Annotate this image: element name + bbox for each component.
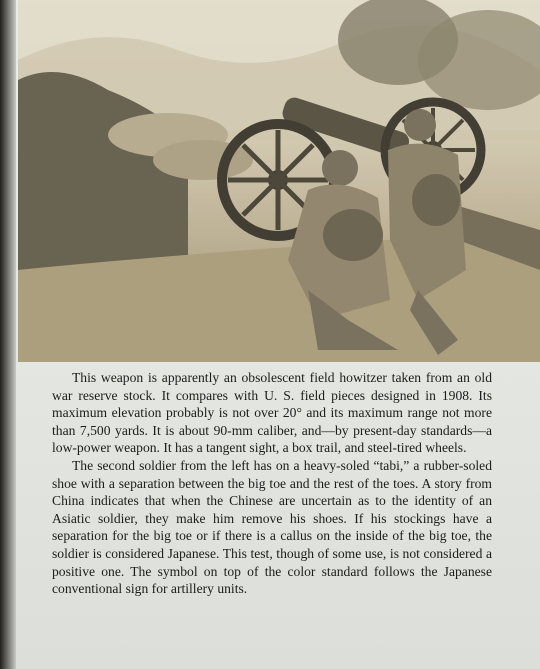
caption-text (52, 369, 492, 598)
caption-paragraph-2: The second soldier from the left has on a heavy-soled “tabi,” a rubber-soled shoe with a separation between the big toe and the rest of the toes. A story from China indicates that when the Chinese are uncertain as to the identity of an Asiatic soldier, they make him remove his shoes. If his stockings have a separation for the big toe or if there is a callus on the inside of the big toe, the soldier is considered Japanese. This test, though of some use, is not considered a positive one. The symbol on top of the color standard follows the Japanese conventional sign for artillery units. (52, 457, 492, 597)
page-binding (0, 0, 16, 669)
field-howitzer-photo (18, 0, 540, 362)
caption-paragraph-1: This weapon is apparently an obsolescent field howitzer taken from an old war reserve stock. It compares with U. S. field pieces designed in 1908. Its maximum elevation probably is not over 20° and its maximum range not more than 7,500 yards. It is about 90-mm caliber, and—by present-day standards—a low-power weapon. It has a tangent sight, a box trail, and steel-tired wheels. (52, 370, 492, 456)
photo-illustration (18, 0, 540, 362)
